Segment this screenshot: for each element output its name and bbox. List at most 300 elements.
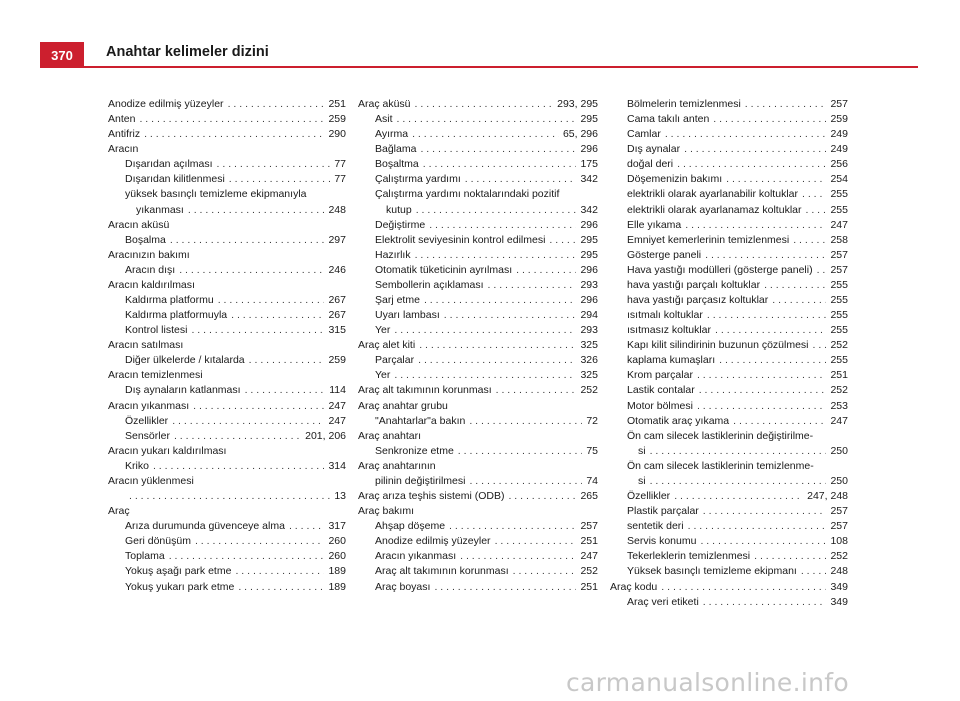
dot-leader [420,142,576,157]
dot-leader [697,399,827,414]
entry-label: "Anahtarlar"a bakın [375,414,466,427]
index-subentry [610,474,848,489]
entry-label: kutup [386,203,412,216]
entry-label: yüksek basınçlı temizleme ekipmanıyla [125,188,307,201]
entry-page-number: 349 [830,580,848,593]
entry-page-number: 249 [830,143,848,156]
index-subentry [610,127,848,142]
entry-page-number: 265 [580,490,598,503]
entry-label: elektrikli olarak ayarlanamaz koltuklar [627,203,802,216]
index-subentry [358,172,598,187]
index-entry [358,429,598,444]
entry-label: Araç anahtar grubu [358,399,448,412]
index-subentry [610,218,848,233]
entry-page-number: 257 [830,248,848,261]
dot-leader [191,323,324,338]
dot-leader [801,564,827,579]
entry-page-number: 296 [580,263,598,276]
page-number-badge: 370 [40,42,84,66]
dot-leader [699,383,827,398]
index-entry [108,338,346,353]
entry-label: Bölmelerin temizlenmesi [627,98,741,110]
entry-label: Camlar [627,128,661,141]
index-subentry [358,323,598,338]
entry-label: Kontrol listesi [125,324,188,337]
entry-label: ısıtmasız koltuklar [627,324,712,337]
entry-page-number: 255 [830,278,848,291]
dot-leader [289,519,325,534]
entry-label: Ön cam silecek lastiklerinin değiştirilme- [627,429,814,442]
index-subentry [108,323,346,338]
entry-page-number: 293, 295 [557,98,598,110]
index-subentry [358,293,598,308]
index-subentry [610,293,848,308]
entry-page-number: 256 [830,158,848,171]
entry-label: ısıtmalı koltuklar [627,309,703,322]
entry-page-number: 253 [830,399,848,412]
dot-leader [469,414,582,429]
entry-page-number: 251 [580,580,598,593]
dot-leader [179,263,324,278]
entry-page-number: 255 [830,309,848,322]
entry-label: Boşaltma [375,158,419,171]
entry-page-number: 257 [830,520,848,533]
index-column-3 [610,97,848,610]
entry-label: yıkanması [136,203,184,216]
watermark: carmanualsonline.info [566,668,849,697]
entry-label: Dışarıdan açılması [125,158,213,171]
dot-leader [715,323,826,338]
dot-leader [677,157,826,172]
index-subentry [610,187,848,202]
dot-leader [697,368,827,383]
entry-label: Servis konumu [627,535,697,548]
entry-page-number: 259 [328,113,346,126]
entry-page-number: 295 [580,233,598,246]
entry-label: Dış aynaların katlanması [125,384,241,397]
header-rule [40,66,918,68]
index-entry [358,489,598,504]
entry-label: Kapı kilit silindirinin buzunun çözülmesi [627,339,809,352]
dot-leader [754,549,826,564]
entry-page-number: 293 [580,324,598,337]
index-subentry [610,414,848,429]
entry-page-number: 325 [580,339,598,352]
entry-label: Elektrolit seviyesinin kontrol edilmesi [375,233,546,246]
dot-leader [465,172,577,187]
dot-leader [745,97,827,112]
entry-label: Şarj etme [375,294,420,307]
index-subentry [358,203,598,218]
dot-leader [423,157,577,172]
dot-leader [444,308,577,323]
dot-leader [129,489,330,504]
dot-leader [238,580,324,595]
entry-label: Aracın dışı [125,263,176,276]
dot-leader [458,444,583,459]
entry-label: hava yastığı parçalı koltuklar [627,278,761,291]
index-subentry [358,444,598,459]
index-entry [108,112,346,127]
dot-leader [802,187,826,202]
entry-label: Kaldırma platformuyla [125,309,228,322]
index-entry [108,97,346,112]
index-entry [108,504,346,519]
entry-page-number: 293 [580,278,598,291]
index-entry [108,474,346,489]
index-subentry [108,459,346,474]
index-subentry [610,308,848,323]
entry-label: Asit [375,113,393,126]
entry-label: Aracın yıkanması [108,399,190,412]
index-subentry [358,233,598,248]
entry-label: Plastik parçalar [627,505,699,518]
dot-leader [170,233,325,248]
index-subentry [610,595,848,610]
dot-leader [650,474,827,489]
entry-page-number: 296 [580,218,598,231]
entry-page-number: 252 [830,339,848,352]
entry-label: Parçalar [375,354,415,367]
index-subentry [358,353,598,368]
entry-label: Yokuş yukarı park etme [125,580,235,593]
dot-leader [733,414,826,429]
entry-label: Uyarı lambası [375,309,440,322]
entry-label: Antifriz [108,128,141,141]
entry-page-number: 75 [586,444,598,457]
entry-page-number: 295 [580,113,598,126]
index-entry [358,459,598,474]
entry-label: Değiştirme [375,218,426,231]
index-entry [108,218,346,233]
entry-label: Yer [375,369,391,382]
dot-leader [153,459,325,474]
entry-page-number: 248 [830,565,848,578]
entry-page-number: 255 [830,324,848,337]
index-subentry [358,112,598,127]
index-subentry [610,444,848,459]
index-subentry [610,323,848,338]
entry-page-number: 77 [334,158,346,171]
index-subentry [108,263,346,278]
index-subentry [610,383,848,398]
entry-page-number: 259 [328,354,346,367]
entry-label: Anodize edilmiş yüzeyler [108,98,224,110]
dot-leader [172,414,324,429]
index-subentry [358,534,598,549]
index-subentry [108,233,346,248]
entry-label: hava yastığı parçasız koltuklar [627,294,769,307]
index-subentry [610,504,848,519]
entry-label: Otomatik tüketicinin ayrılması [375,263,513,276]
entry-label: Krom parçalar [627,369,693,382]
entry-page-number: 349 [830,595,848,608]
index-subentry [358,519,598,534]
entry-label: Sensörler [125,429,170,442]
entry-page-number: 259 [830,113,848,126]
entry-label: pilinin değiştirilmesi [375,474,466,487]
index-column-1 [108,97,346,595]
index-subentry [108,534,346,549]
index-subentry [108,580,346,595]
entry-page-number: 317 [328,520,346,533]
index-entry [358,383,598,398]
dot-leader [169,549,325,564]
entry-page-number: 252 [580,565,598,578]
index-subentry [108,293,346,308]
entry-page-number: 77 [334,173,346,186]
dot-leader [513,564,577,579]
entry-label: Anodize edilmiş yüzeyler [375,535,491,548]
entry-label: Otomatik araç yıkama [627,414,730,427]
dot-leader [707,308,827,323]
dot-leader [415,248,577,263]
page-title: Anahtar kelimeler dizini [106,44,269,60]
entry-page-number: 257 [830,263,848,276]
entry-page-number: 250 [830,444,848,457]
index-subentry [610,353,848,368]
dot-leader [217,157,331,172]
dot-leader [429,218,576,233]
entry-page-number: 258 [830,233,848,246]
index-subentry [610,248,848,263]
entry-page-number: 252 [830,550,848,563]
dot-leader [193,399,324,414]
dot-leader [460,549,576,564]
entry-page-number: 315 [328,324,346,337]
index-entry [358,97,598,112]
entry-page-number: 252 [580,384,598,397]
entry-label: Tekerleklerin temizlenmesi [627,550,751,563]
entry-label: Araç veri etiketi [627,595,699,608]
page-header [0,0,960,68]
entry-label: Özellikler [125,414,169,427]
entry-label: Araç bakımı [358,505,415,518]
index-subentry [610,429,848,444]
index-column-2 [358,97,598,595]
dot-leader [665,127,827,142]
entry-label: Bağlama [375,143,417,156]
dot-leader [719,353,826,368]
entry-page-number: 74 [586,474,598,487]
index-entry [358,399,598,414]
dot-leader [449,519,576,534]
index-subentry [610,97,848,112]
entry-page-number: 255 [830,188,848,201]
index-subentry [610,549,848,564]
index-subentry [108,564,346,579]
entry-page-number: 314 [328,459,346,472]
dot-leader [397,112,577,127]
index-subentry [358,142,598,157]
entry-page-number: 247 [580,550,598,563]
entry-page-number: 114 [329,384,346,397]
entry-page-number: 247, 248 [807,490,848,503]
entry-page-number: 267 [328,309,346,322]
entry-page-number: 267 [328,294,346,307]
entry-label: Özellikler [627,490,671,503]
index-subentry [610,368,848,383]
entry-label: doğal deri [627,158,674,171]
entry-label: Diğer ülkelerde / kıtalarda [125,354,245,367]
index-subentry [108,549,346,564]
entry-label: Elle yıkama [627,218,682,231]
dot-leader [174,429,301,444]
entry-label: Aracın [108,143,139,156]
entry-page-number: 251 [580,535,598,548]
index-subentry [358,263,598,278]
dot-leader [705,248,826,263]
entry-label: Geri dönüşüm [125,535,191,548]
dot-leader [703,595,827,610]
entry-page-number: 294 [580,309,598,322]
dot-leader [235,564,324,579]
entry-label: Aracın aküsü [108,218,170,231]
dot-leader [188,203,325,218]
index-subentry [108,429,346,444]
entry-page-number: 246 [328,263,346,276]
dot-leader [772,293,826,308]
entry-label: Kriko [125,459,149,472]
index-subentry [610,459,848,474]
index-entry [108,368,346,383]
index-subentry [108,203,346,218]
entry-label: Boşalma [125,233,166,246]
entry-label: Çalıştırma yardımı noktalarındaki pozitif [375,188,560,201]
entry-label: Kaldırma platformu [125,294,214,307]
entry-label: Yüksek basınçlı temizleme ekipmanı [627,565,797,578]
dot-leader [419,338,576,353]
entry-label: Araç aküsü [358,98,411,110]
index-subentry [108,308,346,323]
entry-label: Ön cam silecek lastiklerinin temizlenme- [627,459,814,472]
dot-leader [549,233,576,248]
index-subentry [358,308,598,323]
entry-page-number: 290 [328,128,346,141]
dot-leader [674,489,803,504]
index-entry [358,504,598,519]
index-entry [358,338,598,353]
entry-label: Araç arıza teşhis sistemi (ODB) [358,490,505,503]
index-subentry [610,534,848,549]
entry-label: Lastik contalar [627,384,695,397]
entry-label: Araç anahtarının [358,459,436,472]
index-subentry [108,489,346,504]
entry-label: Aracın temizlenmesi [108,369,203,382]
index-entry [108,278,346,293]
entry-page-number: 260 [328,550,346,563]
entry-label: Hava yastığı modülleri (gösterge paneli) [627,263,813,276]
entry-label: Toplama [125,550,165,563]
index-subentry [108,157,346,172]
dot-leader [806,203,827,218]
dot-leader [139,112,324,127]
dot-leader [488,278,577,293]
entry-page-number: 260 [328,535,346,548]
dot-leader [416,203,577,218]
entry-label: Emniyet kemerlerinin temizlenmesi [627,233,790,246]
entry-page-number: 248 [328,203,346,216]
entry-page-number: 255 [830,203,848,216]
entry-label: Hazırlık [375,248,411,261]
index-subentry [358,580,598,595]
dot-leader [415,97,554,112]
dot-leader [434,580,576,595]
dot-leader [412,127,559,142]
entry-label: Gösterge paneli [627,248,702,261]
entry-label: Yer [375,324,391,337]
dot-leader [817,263,827,278]
entry-page-number: 247 [830,218,848,231]
index-subentry [610,338,848,353]
index-subentry [610,278,848,293]
index-subentry [610,172,848,187]
index-subentry [610,112,848,127]
entry-page-number: 296 [580,294,598,307]
index-entry [610,580,848,595]
index-entry [108,248,346,263]
entry-page-number: 295 [580,248,598,261]
index-subentry [358,157,598,172]
dot-leader [245,383,326,398]
dot-leader [703,504,827,519]
index-entry [108,142,346,157]
entry-page-number: 65, 296 [562,128,598,141]
entry-page-number: 72 [586,414,598,427]
entry-page-number: 247 [328,399,346,412]
dot-leader [496,383,577,398]
entry-label: Dış aynalar [627,143,681,156]
entry-label: Çalıştırma yardımı [375,173,461,186]
entry-page-number: 297 [328,233,346,246]
entry-label: kaplama kumaşları [627,354,716,367]
index-subentry [108,414,346,429]
entry-page-number: 254 [830,173,848,186]
index-subentry [358,187,598,202]
index-subentry [108,519,346,534]
index-subentry [358,474,598,489]
index-subentry [610,263,848,278]
dot-leader [418,353,576,368]
entry-page-number: 247 [328,414,346,427]
entry-page-number: 108 [830,535,848,548]
entry-label: Araç alt takımının korunması [358,384,492,397]
index-entry [108,127,346,142]
entry-page-number: 255 [830,294,848,307]
entry-label: Anten [108,113,136,126]
dot-leader [249,353,325,368]
entry-label: Aracın kaldırılması [108,278,195,291]
entry-label: Araç boyası [375,580,431,593]
entry-label: Araç alt takımının korunması [375,565,509,578]
index-subentry [610,203,848,218]
entry-label: si [638,474,646,487]
dot-leader [700,534,826,549]
entry-label: Aracın yüklenmesi [108,474,194,487]
entry-label: Motor bölmesi [627,399,693,412]
entry-page-number: 13 [334,490,346,503]
dot-leader [144,127,324,142]
index-entry [108,399,346,414]
entry-label: Araç anahtarı [358,429,422,442]
index-subentry [610,489,848,504]
dot-leader [813,338,827,353]
dot-leader [394,368,576,383]
entry-page-number: 325 [580,369,598,382]
dot-leader [231,308,324,323]
dot-leader [685,218,826,233]
index-subentry [610,157,848,172]
